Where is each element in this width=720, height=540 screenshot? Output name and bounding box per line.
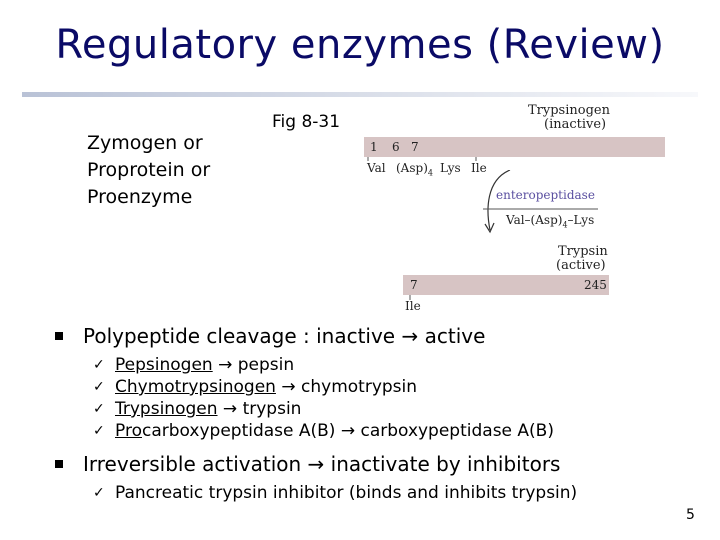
trypsin-residue-ile: Ile bbox=[405, 299, 421, 313]
trypsin-label: Trypsin bbox=[558, 244, 608, 259]
bullet-list bbox=[55, 322, 715, 512]
check-icon: ✓ bbox=[93, 401, 105, 417]
position-7: 7 bbox=[411, 140, 419, 154]
position-1: 1 bbox=[370, 140, 378, 154]
list-item: ✓ Procarboxypeptidase A(B) → carboxypeptidase A(B) bbox=[93, 421, 554, 441]
arrow-right-icon: → bbox=[281, 377, 296, 397]
square-bullet-icon bbox=[55, 332, 63, 340]
trypsin-position-245: 245 bbox=[584, 278, 607, 292]
slide-title: Regulatory enzymes (Review) bbox=[55, 22, 665, 68]
list-item: ✓ Chymotrypsinogen → chymotrypsin bbox=[93, 377, 418, 397]
zymogen-label bbox=[87, 130, 210, 211]
check-icon: ✓ bbox=[93, 379, 105, 395]
square-bullet-icon bbox=[55, 460, 63, 468]
arrow-right-icon: → bbox=[218, 355, 233, 375]
check-icon: ✓ bbox=[93, 485, 105, 501]
figure-caption: Fig 8-31 bbox=[272, 112, 341, 132]
trypsin-chain bbox=[403, 275, 609, 295]
arrow-right-icon: → bbox=[401, 324, 419, 348]
list-item: ✓ Pancreatic trypsin inhibitor (binds and inhibits trypsin) bbox=[93, 483, 578, 503]
position-6: 6 bbox=[392, 140, 400, 154]
residue-ile: Ile bbox=[471, 161, 487, 175]
list-item: ✓ Pepsinogen → pepsin bbox=[93, 355, 295, 375]
enteropeptidase-label: enteropeptidase bbox=[496, 188, 595, 202]
trypsin-state: (active) bbox=[556, 258, 606, 273]
arrow-right-icon: → bbox=[307, 452, 325, 476]
trypsinogen-label: Trypsinogen bbox=[528, 103, 610, 118]
zymogen-examples-list bbox=[55, 354, 715, 442]
trypsin-position-7: 7 bbox=[410, 278, 418, 292]
bullet-irreversible-activation: Irreversible activation → inactivate by inhibitors bbox=[55, 450, 715, 478]
residue-lys: Lys bbox=[440, 161, 461, 175]
released-peptide: Val–$(Asp)_4$–Lys bbox=[506, 213, 595, 230]
check-icon: ✓ bbox=[93, 357, 105, 373]
inhibitor-list bbox=[55, 482, 715, 504]
zymogen-line-1: Zymogen or bbox=[87, 132, 203, 154]
page-number: 5 bbox=[686, 507, 695, 523]
residue-asp: $(Asp)_4$ bbox=[396, 161, 433, 178]
arrow-icon bbox=[483, 205, 613, 213]
trypsinogen-chain bbox=[364, 137, 665, 157]
zymogen-line-3: Proenzyme bbox=[87, 186, 193, 208]
zymogen-line-2: Proprotein or bbox=[87, 159, 211, 181]
arrow-right-icon: → bbox=[222, 399, 238, 419]
trypsinogen-state: (inactive) bbox=[544, 117, 607, 132]
arrow-right-icon: → bbox=[340, 421, 356, 441]
title-underline bbox=[22, 92, 698, 97]
check-icon: ✓ bbox=[93, 423, 105, 439]
residue-val: Val bbox=[367, 161, 386, 175]
list-item: ✓ Trypsinogen → trypsin bbox=[93, 399, 302, 419]
bullet-polypeptide-cleavage: Polypeptide cleavage : inactive → active bbox=[55, 322, 715, 350]
